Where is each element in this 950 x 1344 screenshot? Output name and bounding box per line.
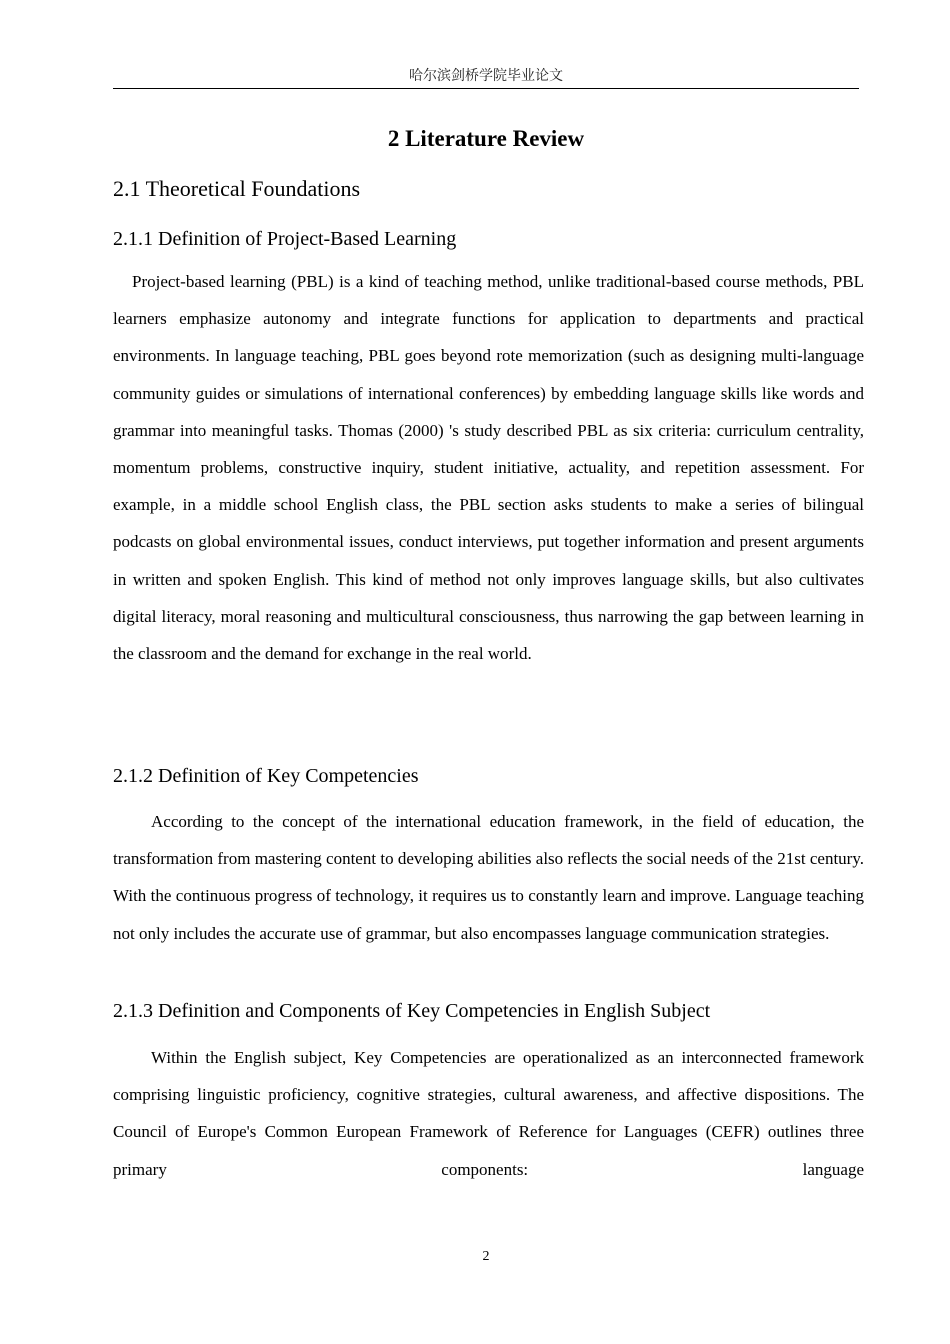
running-header: 哈尔滨剑桥学院毕业论文 [409,68,563,84]
chapter-title: 2 Literature Review [387,126,585,151]
paragraph-pbl-definition: Project-based learning (PBL) is a kind of teaching method, unlike traditional-based course methods, PBL learners emphasize autonomy and integrate functions for application to departments and practical environments. In language teaching, PBL goes beyond rote memorization (such as designing multi-language community guides or simulations of international conferences) by embedding language skills like words and grammar into meaningful tasks. Thomas (2000) 's study described PBL as six criteria: curriculum centrality, momentum problems, constructive inquiry, student initiative, actuality, and repetition assessment. For example, in a middle school English class, the PBL section asks students to make a series of bilingual podcasts on global environmental issues, conduct interviews, put together information and present arguments in written and spoken English. This kind of method not only improves language skills, but also cultivates digital literacy, moral reasoning and multicultural consciousness, thus narrowing the gap between learning in the classroom and the demand for exchange in the real world. [113,272,864,664]
subsection-heading-2-1-2: 2.1.2 Definition of Key Competencies [113,765,419,787]
section-heading-2-1: 2.1 Theoretical Foundations [113,176,361,201]
header-rule [113,88,859,89]
paragraph-key-competencies: According to the concept of the international education framework, in the field of education, the transformation from mastering content to developing abilities also reflects the social needs of the 21st century. With the continuous progress of technology, it requires us to constantly learn and improve. Language teaching not only includes the accurate use of grammar, but also encompasses language communication strategies. [113,812,864,943]
page-number: 2 [482,1249,490,1264]
subsection-heading-2-1-1: 2.1.1 Definition of Project-Based Learning [113,228,457,250]
paragraph-english-competencies: Within the English subject, Key Competencies are operationalized as an interconnected framework comprising linguistic proficiency, cognitive strategies, cultural awareness, and affective dispositions. The Council of Europe's Common European Framework of Reference for Languages (CEFR) outlines three primary components: language [113,1048,864,1179]
subsection-heading-2-1-3: 2.1.3 Definition and Components of Key Competencies in English Subject [113,1000,711,1022]
